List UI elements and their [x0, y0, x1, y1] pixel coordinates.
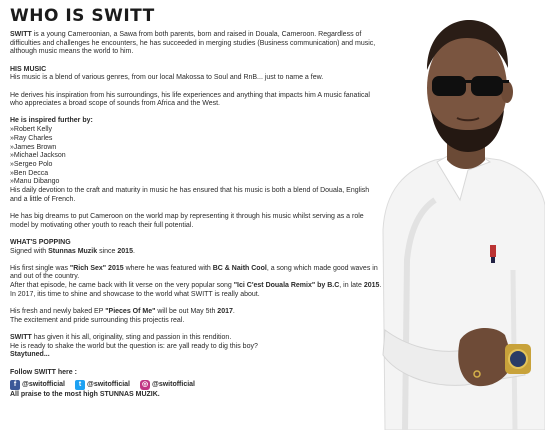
- inspired-paragraph-1: His daily devotion to the craft and maturity in music he has ensured that his music is both a blend of Douala, English and a little of French.: [10, 187, 370, 203]
- ep-paragraph: His fresh and newly baked EP "Pieces Of Me" will be out May 5th 2017.: [10, 308, 235, 316]
- praise-line: All praise to the most high STUNNAS MUZIK.: [10, 391, 160, 399]
- wristwatch: [505, 344, 531, 374]
- artist-name: SWITT: [10, 31, 32, 38]
- artist-list-item: »Michael Jackson: [10, 152, 66, 160]
- section-title-whats-popping: WHAT'S POPPING: [10, 238, 71, 246]
- instagram-link[interactable]: ◎ @switofficial: [141, 380, 195, 389]
- signed-line: Signed with Stunnas Muzik since 2015.: [10, 247, 135, 255]
- artist-list-item: »James Brown: [10, 143, 57, 151]
- closing-paragraph: SWITT has given it his all, originality, sting and passion in this rendition.: [10, 333, 232, 341]
- remix-paragraph: After that episode, he came back with lit verse on the very popular song "Ici C'est Douala Remix" by B.C, in late 2015.: [10, 282, 382, 290]
- intro-paragraph: SWITT is a young Cameroonian, a Sawa from both parents, born and raised in Douala, Cameroon. Regardless of difficulties and challenges he encounters, he has succeeded in merging studies (Business communication) and music, although music means the world to him.: [10, 31, 376, 56]
- section-title-his-music: HIS MUSIC: [10, 65, 47, 73]
- section-title-inspired: He is inspired further by:: [10, 117, 93, 125]
- inspired-paragraph-2: He has big dreams to put Cameroon on the world map by representing it through his music whilst serving as a role model by motivating other youth to reach their full potential.: [10, 212, 364, 229]
- artist-list-item: »Robert Kelly: [10, 126, 53, 134]
- artist-list-item: »Ben Decca: [10, 169, 49, 177]
- artist-photo: [365, 0, 545, 430]
- instagram-icon: ◎: [141, 381, 149, 389]
- twitter-link[interactable]: t @switofficial: [75, 380, 130, 390]
- page-title: WHO IS SWITT: [10, 6, 155, 26]
- artist-list-item: »Sergeo Polo: [10, 160, 53, 168]
- article-body: [10, 31, 382, 400]
- facebook-icon: f: [10, 380, 20, 390]
- ep-excitement-line: The excitement and pride surrounding this projectis real.: [10, 316, 185, 324]
- showcase-line: In 2017, itis time to shine and showcase to the world what SWITT is really about.: [10, 290, 260, 298]
- his-music-paragraph-1: His music is a blend of various genres, from our local Makossa to Soul and RnB... just to name a few.: [10, 74, 324, 82]
- staytuned-line: Staytuned...: [10, 351, 50, 359]
- follow-heading: Follow SWITT here :: [10, 368, 77, 376]
- artist-list-item: »Ray Charles: [10, 134, 53, 142]
- artist-list-item: »Manu Dibango: [10, 178, 60, 186]
- closing-question: He is ready to shake the world but the question is: are yall ready to dig this boy?: [10, 342, 258, 350]
- first-single-paragraph: His first single was "Rich Sex" 2015 where he was featured with BC & Naith Cool, a song which made good waves in and out of the country.: [10, 264, 378, 281]
- twitter-icon: t: [75, 380, 85, 390]
- his-music-paragraph-2: He derives his inspiration from his surroundings, his life experiences and anything that impacts him A music fanatical who appreciates a broad scope of sounds from Africa and the West.: [10, 91, 370, 108]
- social-links: [10, 380, 382, 390]
- facebook-link[interactable]: f @switofficial: [10, 380, 65, 390]
